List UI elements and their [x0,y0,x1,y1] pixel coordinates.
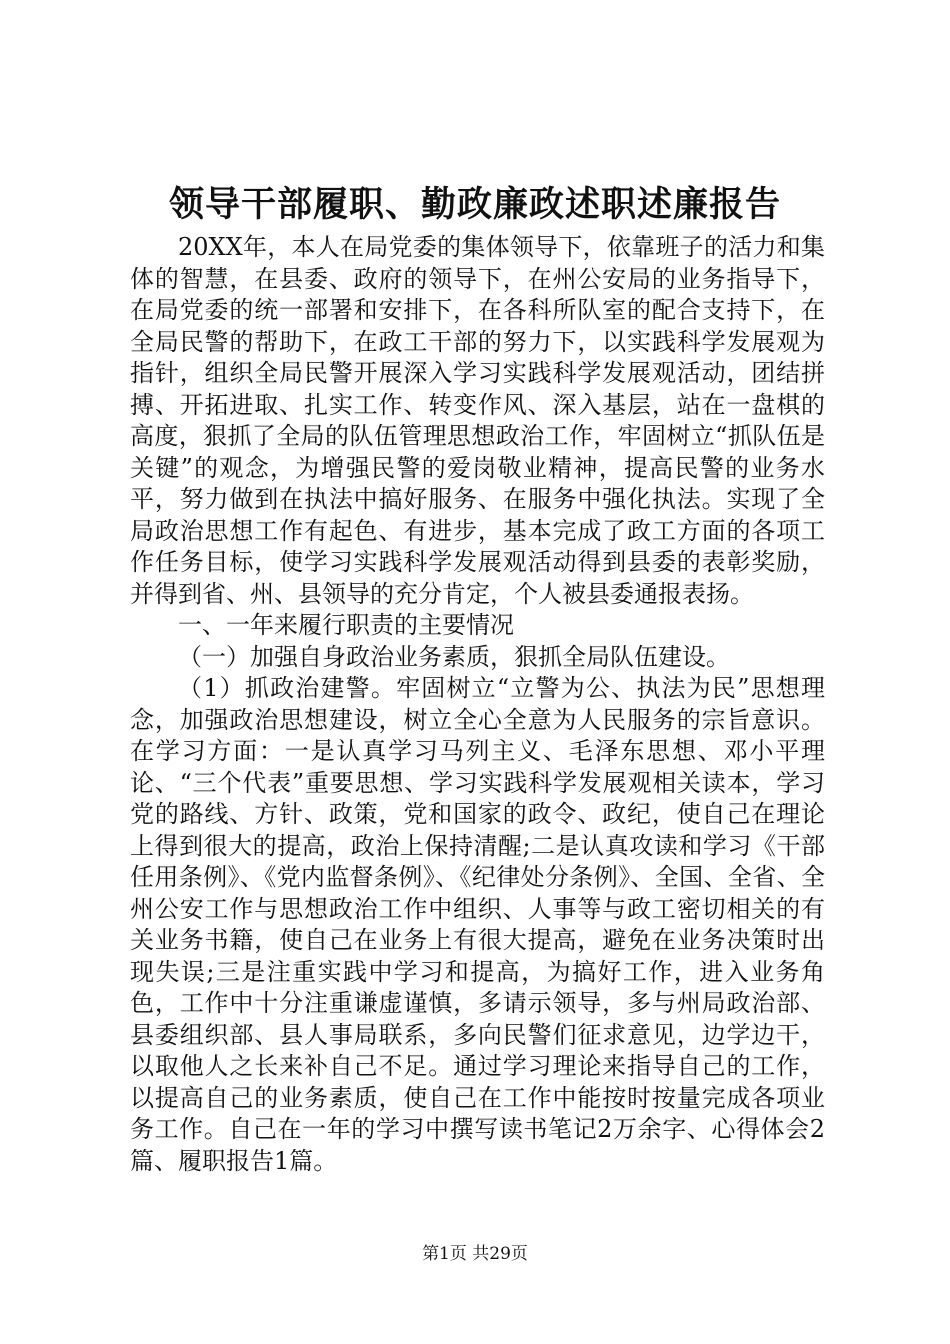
subsection-heading: （一）加强自身政治业务素质，狠抓全局队伍建设。 [178,642,730,671]
paragraph-intro: 20XX年，本人在局党委的集体领导下，依靠班子的活力和集体的智慧，在县委、政府的领导下，在州公安局的业务指导下，在局党委的统一部署和安排下，在各科所队室的配合支持下，在全局民警的帮助下，在政工干部的努力下，以实践科学发展观为指针，组织全局民警开展深入学习实践科学发展观活动，团结拼搏、开拓进取、扎实工作、转变作风、深入基层，站在一盘棋的高度，狠抓了全局的队伍管理思想政治工作，牢固树立“抓队伍是关键”的观念，为增强民警的爱岗敬业精神，提高民警的业务水平，努力做到在执法中搞好服务、在服务中强化执法。实现了全局政治思想工作有起色、有进步，基本完成了政工方面的各项工作任务目标，使学习实践科学发展观活动得到县委的表彰奖励，并得到省、州、县领导的充分肯定，个人被县委通报表扬。 [130,233,825,608]
section-heading: 一、一年来履行职责的主要情况 [178,611,514,639]
page-number-footer: 第1页 共29页 [422,1244,528,1264]
document-body [130,232,825,1177]
document-title: 领导干部履职、勤政廉政述职述廉报告 [168,184,781,225]
paragraph-political-building: （1）抓政治建警。牢固树立“立警为公、执法为民”思想理念，加强政治思想建设，树立全心全意为人民服务的宗旨意识。在学习方面：一是认真学习马列主义、毛泽东思想、邓小平理论、“三个代表”重要思想、学习实践科学发展观相关读本，学习党的路线、方针、政策，党和国家的政令、政纪，使自己在理论上得到很大的提高，政治上保持清醒;二是认真攻读和学习《干部任用条例》、《党内监督条例》、《纪律处分条例》、全国、全省、全州公安工作与思想政治工作中组织、人事等与政工密切相关的有关业务书籍，使自己在业务上有很大提高，避免在业务决策时出现失误;三是注重实践中学习和提高，为搞好工作，进入业务角色，工作中十分注重谦虚谨慎，多请示领导，多与州局政治部、县委组织部、县人事局联系，多向民警们征求意见，边学边干，以取他人之长来补自己不足。通过学习理论来指导自己的工作，以提高自己的业务素质，使自己在工作中能按时按量完成各项业务工作。自己在一年的学习中撰写读书笔记2万余字、心得体会2篇、履职报告1篇。 [130,674,825,1175]
